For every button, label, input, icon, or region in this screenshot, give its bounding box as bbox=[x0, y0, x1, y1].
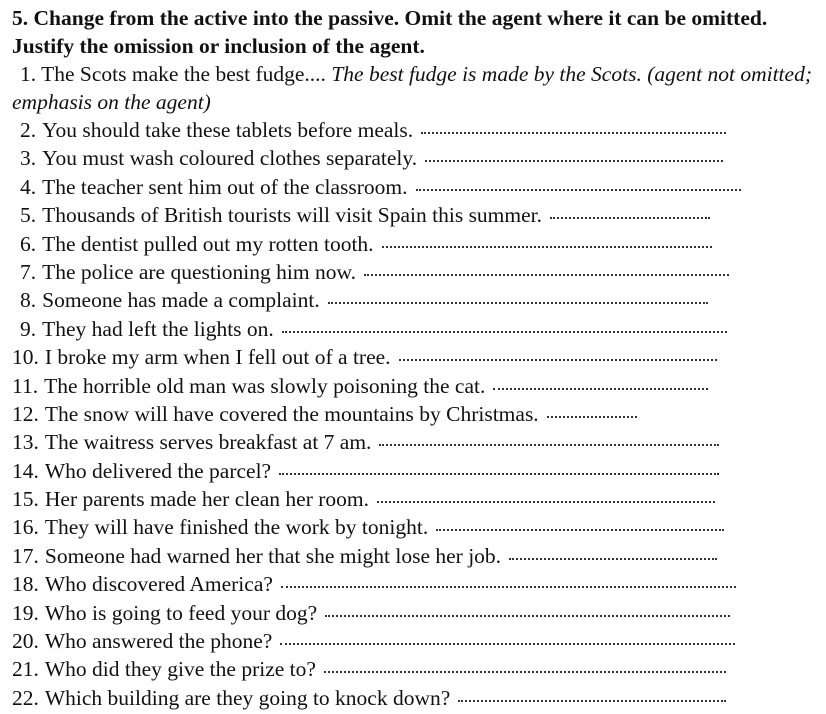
item-number: 11. bbox=[12, 373, 39, 398]
exercise-item bbox=[12, 315, 816, 343]
item-number: 2. bbox=[20, 118, 37, 142]
answer-blank-line[interactable] bbox=[399, 358, 717, 361]
exercise-item bbox=[12, 542, 816, 570]
item-sentence: The snow will have covered the mountains by Christmas. bbox=[44, 401, 539, 426]
item-number: 22. bbox=[12, 685, 39, 710]
item-number: 10. bbox=[12, 345, 39, 370]
exercise-item bbox=[12, 400, 816, 428]
answer-blank-line[interactable] bbox=[324, 670, 726, 673]
example-sentence: The Scots make the best fudge.... bbox=[41, 62, 326, 86]
item-sentence: The waitress serves breakfast at 7 am. bbox=[44, 430, 372, 455]
exercise-item bbox=[12, 655, 816, 683]
item-sentence: Who delivered the parcel? bbox=[44, 458, 272, 483]
exercise-item bbox=[12, 372, 816, 400]
item-sentence: Who discovered America? bbox=[44, 572, 273, 597]
item-sentence: Thousands of British tourists will visit Spain this summer. bbox=[42, 203, 543, 228]
answer-blank-line[interactable] bbox=[279, 472, 719, 475]
exercise-item bbox=[12, 230, 816, 258]
exercise-item bbox=[12, 144, 816, 172]
exercise-item bbox=[12, 343, 816, 371]
exercise-item bbox=[12, 485, 816, 513]
answer-blank-line[interactable] bbox=[382, 245, 712, 248]
item-sentence: Someone has made a complaint. bbox=[42, 288, 320, 313]
answer-blank-line[interactable] bbox=[364, 273, 729, 276]
answer-blank-line[interactable] bbox=[377, 500, 715, 503]
answer-blank-line[interactable] bbox=[281, 585, 736, 588]
item-sentence: Her parents made her clean her room. bbox=[44, 487, 370, 512]
answer-blank-line[interactable] bbox=[416, 188, 741, 191]
item-number: 20. bbox=[12, 629, 39, 654]
exercise-item bbox=[12, 570, 816, 598]
exercise-item bbox=[12, 513, 816, 541]
item-number: 12. bbox=[12, 401, 39, 426]
exercise-item bbox=[12, 684, 816, 712]
item-number: 17. bbox=[12, 543, 39, 568]
item-number: 4. bbox=[20, 174, 37, 199]
exercise-item bbox=[12, 286, 816, 314]
exercise-heading: 5. Change from the active into the passive. Omit the agent where it can be omitted. Justify the omission or inclusion of the agent. bbox=[12, 6, 768, 58]
exercise-item bbox=[12, 627, 816, 655]
item-sentence: The police are questioning him now. bbox=[42, 259, 356, 284]
answer-blank-line[interactable] bbox=[436, 528, 724, 531]
answer-blank-line[interactable] bbox=[280, 642, 735, 645]
answer-blank-line[interactable] bbox=[379, 443, 719, 446]
example-answer: The best fudge is made by the Scots. (agent not omitted; emphasis on the agent) bbox=[12, 62, 812, 114]
item-number: 21. bbox=[12, 657, 39, 682]
item-number: 18. bbox=[12, 572, 39, 597]
item-sentence: The teacher sent him out of the classroom. bbox=[42, 174, 408, 199]
answer-blank-line[interactable] bbox=[282, 330, 727, 333]
example-number: 1. bbox=[20, 62, 37, 86]
item-sentence: They will have finished the work by tonight. bbox=[44, 515, 429, 540]
item-sentence: Who did they give the prize to? bbox=[44, 657, 316, 682]
exercise-item bbox=[12, 173, 816, 201]
item-sentence: Who is going to feed your dog? bbox=[44, 600, 318, 625]
item-number: 19. bbox=[12, 600, 39, 625]
item-number: 6. bbox=[20, 231, 37, 256]
exercise-item bbox=[12, 457, 816, 485]
item-sentence: The horrible old man was slowly poisoning the cat. bbox=[44, 373, 486, 398]
item-number: 5. bbox=[20, 203, 37, 228]
exercise-item bbox=[12, 116, 816, 144]
item-number: 8. bbox=[20, 288, 37, 313]
answer-blank-line[interactable] bbox=[550, 216, 710, 219]
exercise-item bbox=[12, 201, 816, 229]
item-sentence: They had left the lights on. bbox=[42, 316, 274, 341]
example-item bbox=[12, 60, 816, 116]
item-sentence: Someone had warned her that she might lose her job. bbox=[44, 543, 502, 568]
item-sentence: You should take these tablets before meals. bbox=[42, 118, 414, 142]
item-sentence: Which building are they going to knock down? bbox=[44, 685, 451, 710]
answer-blank-line[interactable] bbox=[421, 131, 726, 134]
item-number: 14. bbox=[12, 458, 39, 483]
item-sentence: You must wash coloured clothes separately. bbox=[42, 146, 418, 171]
item-sentence: The dentist pulled out my rotten tooth. bbox=[42, 231, 374, 256]
item-sentence: I broke my arm when I fell out of a tree. bbox=[44, 345, 391, 370]
answer-blank-line[interactable] bbox=[547, 415, 637, 418]
item-number: 16. bbox=[12, 515, 39, 540]
answer-blank-line[interactable] bbox=[458, 699, 726, 702]
item-number: 3. bbox=[20, 146, 37, 171]
item-sentence: Who answered the phone? bbox=[44, 629, 273, 654]
item-number: 7. bbox=[20, 259, 37, 284]
item-number: 13. bbox=[12, 430, 39, 455]
exercise-item bbox=[12, 428, 816, 456]
item-number: 15. bbox=[12, 487, 39, 512]
exercise-list bbox=[12, 116, 816, 712]
item-number: 9. bbox=[20, 316, 37, 341]
answer-blank-line[interactable] bbox=[325, 614, 730, 617]
answer-blank-line[interactable] bbox=[328, 301, 708, 304]
answer-blank-line[interactable] bbox=[425, 159, 723, 162]
answer-blank-line[interactable] bbox=[493, 387, 708, 390]
answer-blank-line[interactable] bbox=[509, 557, 717, 560]
exercise-item bbox=[12, 258, 816, 286]
exercise-item bbox=[12, 599, 816, 627]
